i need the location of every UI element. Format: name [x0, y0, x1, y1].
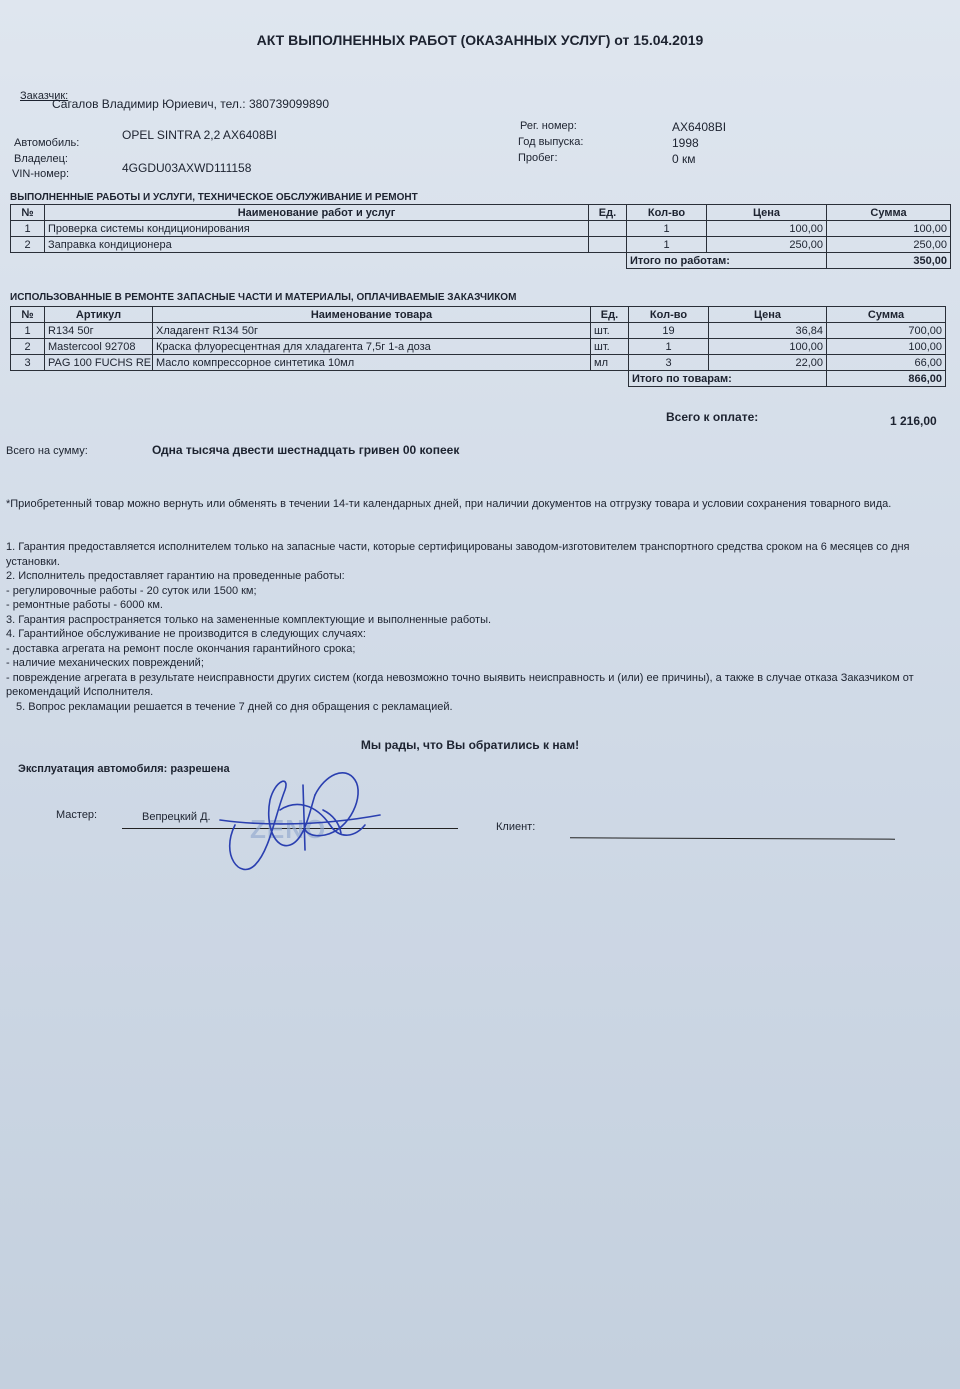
term-item: - повреждение агрегата в результате неисправности других систем (когда невозможно точно выявить неисправность и (или) ее причины), а также в случае отказа Заказчиком от рекомендаций Исполнителя.	[6, 671, 914, 698]
works-total-row	[11, 253, 951, 269]
customer-value: Сагалов Владимир Юриевич, тел.: 380739099890	[52, 97, 330, 111]
price: 22,00	[709, 355, 827, 371]
parts-heading: ИСПОЛЬЗОВАННЫЕ В РЕМОНТЕ ЗАПАСНЫЕ ЧАСТИ И МАТЕРИАЛЫ, ОПЛАЧИВАЕМЫЕ ЗАКАЗЧИКОМ	[10, 292, 517, 303]
col-header: Сумма	[827, 205, 951, 221]
article: R134 50г	[45, 323, 153, 339]
quantity: 19	[629, 323, 709, 339]
price: 100,00	[709, 339, 827, 355]
table-row	[11, 237, 951, 253]
warranty-terms	[6, 540, 946, 714]
grand-total-label: Всего к оплате:	[666, 410, 759, 424]
unit: мл	[591, 355, 629, 371]
col-header: Цена	[709, 307, 827, 323]
quantity: 1	[627, 221, 707, 237]
unit: шт.	[591, 339, 629, 355]
row-number: 3	[11, 355, 45, 371]
operation-status: Эксплуатация автомобиля: разрешена	[18, 763, 230, 775]
product-name: Масло компрессорное синтетика 10мл	[153, 355, 591, 371]
year-label: Год выпуска:	[518, 136, 584, 148]
thanks-message: Мы рады, что Вы обратились к нам!	[360, 738, 580, 752]
row-number: 1	[11, 323, 45, 339]
col-header: Артикул	[45, 307, 153, 323]
sum: 100,00	[827, 339, 946, 355]
reg-value: AX6408BI	[672, 120, 727, 134]
document-title: АКТ ВЫПОЛНЕННЫХ РАБОТ (ОКАЗАННЫХ УСЛУГ) от 15.04.2019	[256, 32, 704, 48]
quantity: 1	[627, 237, 707, 253]
col-header: Сумма	[827, 307, 946, 323]
work-name: Заправка кондиционера	[45, 237, 589, 253]
term-item: 1. Гарантия предоставляется исполнителем только на запасные части, которые сертифицированы заводом-изготовителем транспортного средства сроком на 6 месяцев со дня установки.	[6, 541, 910, 568]
col-header: Ед.	[589, 205, 627, 221]
master-label: Мастер:	[56, 809, 98, 821]
table-row	[11, 323, 946, 339]
table-row	[11, 355, 946, 371]
parts-total-value: 866,00	[827, 371, 946, 387]
col-header: Кол-во	[629, 307, 709, 323]
quantity: 3	[629, 355, 709, 371]
car-value: OPEL SINTRA 2,2 AX6408BI	[122, 128, 277, 142]
term-item: 3. Гарантия распространяется только на замененные комплектующие и выполненные работы.	[6, 613, 492, 626]
works-total-label: Итого по работам:	[627, 253, 827, 269]
sum: 700,00	[827, 323, 946, 339]
quantity: 1	[629, 339, 709, 355]
works-table	[10, 204, 951, 269]
sum-words-value: Одна тысяча двести шестнадцать гривен 00 копеек	[152, 443, 460, 457]
return-note: *Приобретенный товар можно вернуть или обменять в течении 14-ти календарных дней, при наличии документов на отгрузку товара и условии сохранения товарного вида.	[6, 498, 892, 510]
works-total-value: 350,00	[827, 253, 951, 269]
parts-total-row	[11, 371, 946, 387]
term-item: - доставка агрегата на ремонт после окончания гарантийного срока;	[6, 642, 356, 655]
mileage-value: 0 км	[672, 152, 696, 166]
grand-total-value: 1 216,00	[890, 414, 937, 428]
unit: шт.	[591, 323, 629, 339]
price: 36,84	[709, 323, 827, 339]
client-label: Клиент:	[496, 821, 536, 833]
col-header: Наименование работ и услуг	[45, 205, 589, 221]
parts-header-row	[11, 307, 946, 323]
car-label: Автомобиль:	[14, 137, 80, 149]
table-row	[11, 221, 951, 237]
col-header: Кол-во	[627, 205, 707, 221]
works-heading: ВЫПОЛНЕННЫЕ РАБОТЫ И УСЛУГИ, ТЕХНИЧЕСКОЕ ОБСЛУЖИВАНИЕ И РЕМОНТ	[10, 192, 418, 203]
mileage-label: Пробег:	[518, 152, 558, 164]
product-name: Хладагент R134 50г	[153, 323, 591, 339]
sum: 66,00	[827, 355, 946, 371]
parts-table	[10, 306, 946, 387]
sum-words-label: Всего на сумму:	[6, 445, 88, 457]
unit	[589, 237, 627, 253]
unit	[589, 221, 627, 237]
master-name: Вепрецкий Д.	[142, 811, 211, 823]
col-header: №	[11, 205, 45, 221]
article: Mastercool 92708	[45, 339, 153, 355]
col-header: №	[11, 307, 45, 323]
table-row	[11, 339, 946, 355]
work-name: Проверка системы кондиционирования	[45, 221, 589, 237]
term-item: 5. Вопрос рекламации решается в течение 7 дней со дня обращения с рекламацией.	[16, 700, 453, 713]
col-header: Цена	[707, 205, 827, 221]
term-item: 4. Гарантийное обслуживание не производится в следующих случаях:	[6, 628, 366, 640]
term-item: - наличие механических повреждений;	[6, 657, 204, 669]
term-item: - регулировочные работы - 20 суток или 1500 км;	[6, 584, 257, 597]
col-header: Ед.	[591, 307, 629, 323]
col-header: Наименование товара	[153, 307, 591, 323]
term-item: 2. Исполнитель предоставляет гарантию на проведенные работы:	[6, 570, 345, 582]
price: 100,00	[707, 221, 827, 237]
reg-label: Рег. номер:	[520, 120, 577, 132]
works-header-row	[11, 205, 951, 221]
vin-label: VIN-номер:	[12, 168, 70, 180]
customer-label: Заказчик:	[20, 90, 69, 102]
client-signature-line	[570, 837, 895, 839]
year-value: 1998	[672, 136, 699, 150]
sum: 100,00	[827, 221, 951, 237]
row-number: 2	[11, 339, 45, 355]
row-number: 1	[11, 221, 45, 237]
row-number: 2	[11, 237, 45, 253]
vin-value: 4GGDU03AXWD111158	[122, 161, 252, 175]
owner-label: Владелец:	[14, 153, 68, 165]
stamp-text: ZENO	[250, 814, 327, 844]
price: 250,00	[707, 237, 827, 253]
parts-total-label: Итого по товарам:	[629, 371, 827, 387]
signature-mark	[215, 755, 390, 885]
article: PAG 100 FUCHS RE	[45, 355, 153, 371]
term-item: - ремонтные работы - 6000 км.	[6, 599, 163, 611]
product-name: Краска флуоресцентная для хладагента 7,5г 1-а доза	[153, 339, 591, 355]
sum: 250,00	[827, 237, 951, 253]
